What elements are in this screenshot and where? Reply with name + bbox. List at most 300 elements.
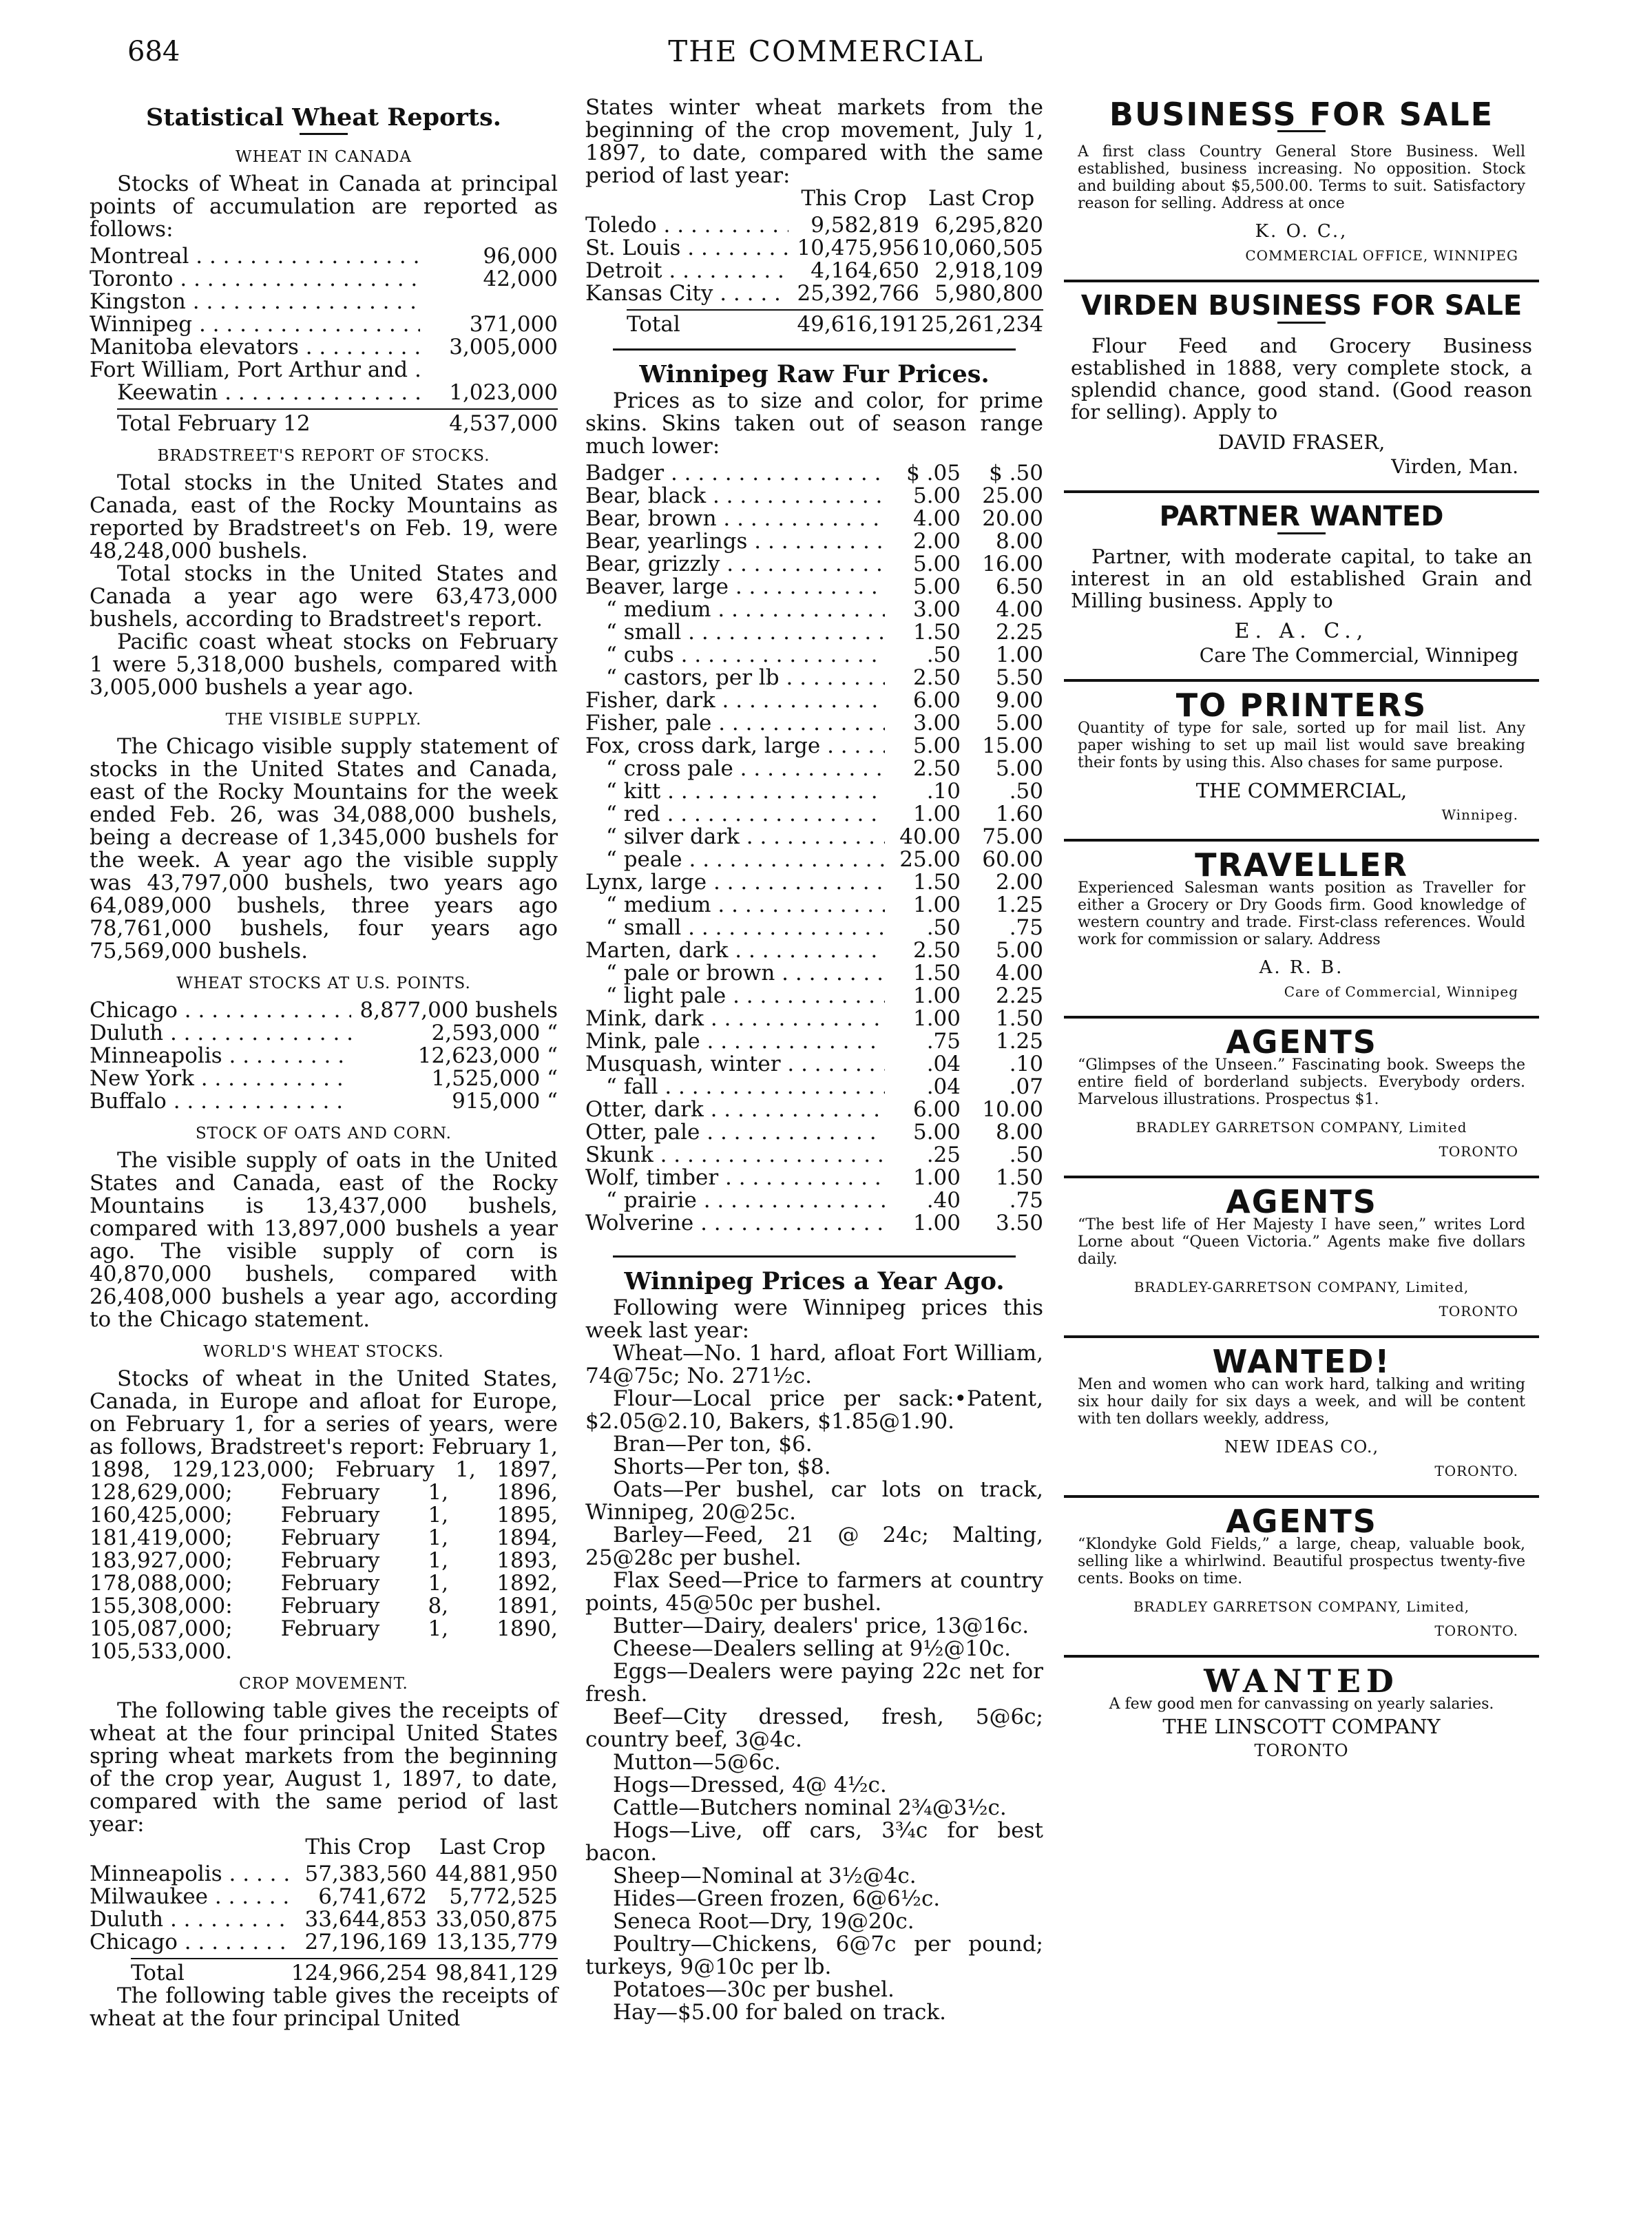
- canada-value: 371,000: [469, 312, 558, 337]
- fur-name: “ prairie . . .: [585, 1189, 885, 1212]
- canada-name: Fort William, Port Arthur and . . .: [90, 359, 420, 382]
- fur-name: Beaver, large . . .: [585, 576, 885, 598]
- fur-value-a: .75: [926, 1029, 961, 1054]
- fur-value-a: $ .05: [906, 461, 961, 486]
- fur-name: “ pale or brown . . .: [585, 962, 885, 985]
- fur-value-a: 1.50: [912, 961, 961, 985]
- winter-value-b: 5,980,800: [934, 281, 1043, 306]
- fur-value-a: 5.00: [912, 733, 961, 758]
- fur-value-a: .50: [926, 643, 961, 667]
- bradstreet-para-1: Total stocks in the United States and Canada, east of the Rocky Mountains as reported by Bradstreet's on Feb. 19, were 48,248,000 bushels.: [90, 470, 558, 563]
- fur-name: Bear, black . . .: [585, 485, 885, 508]
- winter-name: Toledo . . .: [585, 214, 788, 237]
- winter-row: [585, 260, 1043, 282]
- ad-agents-1: [1064, 1023, 1539, 1163]
- ad3-title: PARTNER WANTED: [1159, 501, 1444, 532]
- divider: [1064, 1016, 1539, 1019]
- fur-row: [585, 712, 1043, 735]
- fur-value-b: 1.00: [995, 643, 1043, 667]
- canada-row: [90, 336, 558, 359]
- fur-value-b: .75: [1009, 915, 1043, 940]
- ad2-title: VIRDEN BUSINESS FOR SALE: [1080, 290, 1523, 322]
- fur-row: [585, 1008, 1043, 1030]
- ad6-title: AGENTS: [1226, 1023, 1377, 1061]
- fur-value-a: 5.00: [912, 483, 961, 508]
- crop-value-b: 33,050,875: [435, 1907, 558, 1932]
- crop-value-b: 5,772,525: [449, 1884, 558, 1909]
- canada-name: Winnipeg . . .: [90, 313, 420, 336]
- winter-value-a: 25,392,766: [797, 281, 919, 306]
- winter-total-row: [627, 309, 1043, 336]
- visible-heading: THE VISIBLE SUPPLY.: [225, 711, 422, 729]
- fur-name: “ silver dark . . .: [585, 826, 885, 848]
- winter-name: Detroit . . .: [585, 260, 788, 282]
- column-2: [585, 96, 1043, 2024]
- fur-row: [585, 1167, 1043, 1189]
- ad4-body: Quantity of type for sale, sorted up for mail list. Any paper wishing to set up mail list would save breaking their fonts by using this. Also chases for same purpose.: [1078, 720, 1525, 771]
- us-points-row: [90, 1090, 558, 1113]
- divider: [1277, 532, 1326, 534]
- fur-name: “ peale . . .: [585, 848, 885, 871]
- ad5-body: Experienced Salesman wants position as Traveller for either a Grocery or Dry Goods firm. Good knowledge of western country and trade. First-class references. Would work for commission or salary. Address: [1078, 879, 1525, 948]
- fur-name: “ cubs . . .: [585, 644, 885, 667]
- fur-value-b: .50: [1009, 779, 1043, 804]
- us-points-row: [90, 999, 558, 1022]
- crop-name: Minneapolis . . .: [90, 1863, 289, 1886]
- ad4-title: TO PRINTERS: [1175, 687, 1428, 724]
- fur-value-b: 20.00: [982, 506, 1043, 531]
- prices-list: [585, 1342, 1043, 2024]
- canada-name: Keewatin . . .: [90, 382, 420, 404]
- price-item: Flour—Local price per sack:•Patent, $2.05@2.10, Bakers, $1.85@1.90.: [585, 1386, 1043, 1434]
- oats-para: The visible supply of oats in the United States and Canada, east of the Rocky Mountains is 13,437,000 bushels, compared with 13,897,000 bushels a year ago. The visible supply of corn is 40,870,000 bushels, compared with 26,408,000 bushels a year ago, according to the Chicago statement.: [90, 1148, 558, 1332]
- fur-value-b: .10: [1009, 1052, 1043, 1076]
- fur-value-a: .04: [926, 1074, 961, 1099]
- canada-name: Toronto . . .: [90, 268, 420, 291]
- fur-value-b: 5.00: [995, 756, 1043, 781]
- us-points-row: [90, 1045, 558, 1067]
- canada-name: Montreal . . .: [90, 245, 420, 268]
- fur-value-b: 8.00: [995, 529, 1043, 554]
- fur-value-b: 1.50: [995, 1006, 1043, 1031]
- price-item: Sheep—Nominal at 3½@4c.: [613, 1864, 917, 1888]
- winter-row: [585, 214, 1043, 237]
- crop-total-row: [131, 1958, 558, 1985]
- fur-name: Lynx, large . . .: [585, 871, 885, 894]
- divider: [1064, 1495, 1539, 1498]
- canada-row: [90, 245, 558, 268]
- price-item: Beef—City dressed, fresh, 5@6c; country beef, 3@4c.: [585, 1704, 1043, 1752]
- fur-value-a: 25.00: [899, 847, 961, 872]
- divider: [1064, 679, 1539, 682]
- statistical-wheat-title: Statistical Wheat Reports.: [146, 103, 501, 132]
- canada-table: [90, 245, 558, 404]
- fur-value-a: 6.00: [912, 1097, 961, 1122]
- price-item: Flax Seed—Price to farmers at country points, 45@50c per bushel.: [585, 1568, 1043, 1616]
- fur-row: [585, 462, 1043, 485]
- fur-row: [585, 689, 1043, 712]
- canada-value: 42,000: [483, 267, 558, 291]
- crop-heading: CROP MOVEMENT.: [239, 1675, 408, 1693]
- fur-name: Mink, pale . . .: [585, 1030, 885, 1053]
- price-item: Barley—Feed, 21 @ 24c; Malting, 25@28c per bushel.: [585, 1523, 1043, 1570]
- fur-name: Fisher, dark . . .: [585, 689, 885, 712]
- fur-name: Otter, pale . . .: [585, 1121, 885, 1144]
- us-points-value: 12,623,000 “: [417, 1043, 558, 1068]
- winter-name: St. Louis . . .: [585, 237, 788, 260]
- winter-value-b: 2,918,109: [934, 258, 1043, 283]
- ad4-addr: Winnipeg.: [1441, 806, 1518, 823]
- fur-name: Musquash, winter . . .: [585, 1053, 885, 1076]
- fur-row: [585, 485, 1043, 508]
- price-item: Wheat—No. 1 hard, afloat Fort William, 74@75c; No. 271½c.: [585, 1341, 1043, 1388]
- fur-row: [585, 848, 1043, 871]
- ad-wanted-1: [1064, 1343, 1539, 1483]
- fur-value-a: 2.50: [912, 756, 961, 781]
- winter-value-b: 6,295,820: [934, 213, 1043, 238]
- fur-name: Fox, cross dark, large . . .: [585, 735, 885, 758]
- ad5-addr: Care of Commercial, Winnipeg: [1284, 983, 1518, 1000]
- winter-value-a: 9,582,819: [811, 213, 919, 238]
- fur-value-b: 3.50: [995, 1211, 1043, 1235]
- winter-table: [585, 214, 1043, 305]
- price-item: Cattle—Butchers nominal 2¾@3½c.: [613, 1795, 1007, 1820]
- fur-name: Skunk . . .: [585, 1144, 885, 1167]
- canada-value: [420, 359, 558, 382]
- fur-value-b: .50: [1009, 1143, 1043, 1167]
- fur-row: [585, 1212, 1043, 1235]
- fur-value-a: 4.00: [912, 506, 961, 531]
- crop-name: Milwaukee . . .: [90, 1886, 289, 1908]
- fur-row: [585, 826, 1043, 848]
- divider: [613, 348, 1016, 351]
- us-points-value: 8,877,000 bushels: [359, 998, 558, 1023]
- ad-agents-2: [1064, 1183, 1539, 1323]
- fur-value-b: 4.00: [995, 961, 1043, 985]
- ad-business-for-sale: [1064, 96, 1539, 267]
- canada-intro: Stocks of Wheat in Canada at principal points of accumulation are reported as follows:: [90, 171, 558, 242]
- crop-row: [90, 1863, 558, 1886]
- prices-intro: Following were Winnipeg prices this week last year:: [585, 1295, 1043, 1343]
- fur-value-b: $ .50: [989, 461, 1043, 486]
- winter-value-a: 4,164,650: [811, 258, 919, 283]
- crop-value-a: 57,383,560: [304, 1861, 427, 1886]
- prices-title: Winnipeg Prices a Year Ago.: [624, 1267, 1005, 1295]
- fur-row: [585, 939, 1043, 962]
- ad9-addr: TORONTO.: [1434, 1623, 1518, 1639]
- ad7-body: “The best life of Her Majesty I have seen,” writes Lord Lorne about “Queen Victoria.” Agents make five dollars daily.: [1078, 1216, 1525, 1268]
- ad-agents-3: [1064, 1503, 1539, 1642]
- crop-name: Duluth . . .: [90, 1908, 289, 1931]
- ad10-title: WANTED: [1204, 1662, 1399, 1700]
- ad2-body: Flour Feed and Grocery Business established in 1888, very complete stock, a splendid chance, good stand. (Good reason for selling). Apply to: [1071, 334, 1532, 424]
- ad1-sig: K. O. C.,: [1255, 221, 1348, 242]
- crop-col-headers: [90, 1836, 558, 1859]
- winter-total-b: 25,261,234: [921, 312, 1043, 337]
- fur-value-a: 1.00: [912, 1006, 961, 1031]
- fur-value-b: 25.00: [982, 483, 1043, 508]
- divider: [1064, 1335, 1539, 1338]
- crop-value-b: 44,881,950: [435, 1861, 558, 1886]
- fur-value-a: 1.00: [912, 893, 961, 917]
- ad-partner: [1064, 501, 1539, 667]
- fur-value-b: 8.00: [995, 1120, 1043, 1145]
- bradstreet-para-2: Total stocks in the United States and Canada a year ago were 63,473,000 bushels, according to Bradstreet's report.: [90, 561, 558, 632]
- fur-row: [585, 1121, 1043, 1144]
- ad1-body: A first class Country General Store Business. Well established, business increasing. No opposition. Stock and building about $5,500.00. Terms to suit. Satisfactory reason for selling. Address at once: [1078, 143, 1525, 212]
- us-points-row: [90, 1067, 558, 1090]
- crop-table: [90, 1863, 558, 1954]
- fur-value-a: 2.50: [912, 938, 961, 963]
- fur-name: Bear, yearlings . . .: [585, 530, 885, 553]
- fur-value-b: 10.00: [982, 1097, 1043, 1122]
- fur-value-b: .75: [1009, 1188, 1043, 1213]
- ad9-title: AGENTS: [1226, 1503, 1377, 1540]
- fur-value-a: 1.00: [912, 1211, 961, 1235]
- ad6-body: “Glimpses of the Unseen.” Fascinating book. Sweeps the entire field of borderland subjects. Everybody orders. Marvelous illustrations. Prospectus $1.: [1078, 1056, 1525, 1108]
- crop-col-b: Last Crop: [439, 1835, 546, 1859]
- fur-row: [585, 735, 1043, 758]
- canada-total-label: Total February 12: [117, 413, 311, 435]
- fur-name: “ small . . .: [585, 621, 885, 644]
- crop-value-b: 13,135,779: [435, 1930, 558, 1954]
- us-points-table: [90, 999, 558, 1113]
- ad8-sig: NEW IDEAS CO.,: [1224, 1437, 1379, 1457]
- ad10-body: A few good men for canvassing on yearly salaries.: [1109, 1696, 1494, 1713]
- winter-value-a: 10,475,956: [797, 236, 919, 260]
- price-item: Potatoes—30c per bushel.: [613, 1977, 895, 2002]
- visible-para: The Chicago visible supply statement of stocks in the United States and Canada, east of the Rocky Mountains for the week ended Feb. 26, was 34,088,000 bushels, being a decrease of 1,345,000 bushels for the week. A year ago the visible supply was 43,797,000 bushels, two years ago 64,089,000 bushels, three years ago 78,761,000 bushels, four years ago 75,569,000 bushels.: [90, 734, 558, 963]
- canada-total-row: [117, 408, 558, 435]
- fur-row: [585, 598, 1043, 621]
- fur-name: “ small . . .: [585, 917, 885, 939]
- fur-row: [585, 621, 1043, 644]
- fur-row: [585, 553, 1043, 576]
- fur-value-b: 6.50: [995, 574, 1043, 599]
- us-points-name: Buffalo . . .: [90, 1090, 351, 1113]
- divider: [1064, 280, 1539, 282]
- crop-total-b: 98,841,129: [435, 1961, 558, 1985]
- canada-row: [90, 313, 558, 336]
- fur-value-b: 1.25: [995, 1029, 1043, 1054]
- fur-value-a: .50: [926, 915, 961, 940]
- fur-name: Wolf, timber . . .: [585, 1167, 885, 1189]
- world-para: Stocks of wheat in the United States, Canada, in Europe and afloat for Europe, on February 1, for a series of years, were as follows, Bradstreet's report: February 1, 1898, 129,123,000; February 1, 1897, 128,629,000; February 1, 1896, 160,425,000; February 1, 1895, 181,419,000; February 1, 1894, 183,927,000; February 1, 1893, 178,088,000; February 1, 1892, 155,308,000: February 8, 1891, 105,087,000; February 1, 1890, 105,533,000.: [90, 1366, 558, 1664]
- canada-name: Manitoba elevators . . .: [90, 336, 420, 359]
- fur-row: [585, 985, 1043, 1008]
- fur-name: Bear, grizzly . . .: [585, 553, 885, 576]
- fur-row: [585, 780, 1043, 803]
- ad5-title: TRAVELLER: [1195, 846, 1408, 884]
- fur-value-b: 2.00: [995, 870, 1043, 895]
- crop-total-a: 124,966,254: [291, 1961, 427, 1985]
- column-1: [90, 96, 558, 2030]
- fur-row: [585, 894, 1043, 917]
- divider: [300, 133, 348, 135]
- divider: [1277, 322, 1326, 324]
- fur-row: [585, 917, 1043, 939]
- fur-value-b: .07: [1009, 1074, 1043, 1099]
- ad3-addr: Care The Commercial, Winnipeg: [1199, 644, 1518, 667]
- fur-value-b: 60.00: [982, 847, 1043, 872]
- crop-row: [90, 1908, 558, 1931]
- canada-value: 96,000: [483, 244, 558, 269]
- winter-para: States winter wheat markets from the beginning of the crop movement, July 1, 1897, to date, compared with the same period of last year:: [585, 95, 1043, 188]
- ad-traveller: [1064, 846, 1539, 1003]
- fur-name: “ medium . . .: [585, 894, 885, 917]
- fur-name: “ medium . . .: [585, 598, 885, 621]
- fur-value-a: 6.00: [912, 688, 961, 713]
- fur-value-b: 2.25: [995, 983, 1043, 1008]
- fur-row: [585, 803, 1043, 826]
- oats-heading: STOCK OF OATS AND CORN.: [195, 1125, 452, 1143]
- ad9-sig: BRADLEY GARRETSON COMPANY, Limited,: [1133, 1598, 1470, 1615]
- ad10-addr: TORONTO: [1254, 1741, 1349, 1760]
- fur-row: [585, 758, 1043, 780]
- canada-name: Kingston . . .: [90, 291, 420, 313]
- fur-value-a: 1.00: [912, 1165, 961, 1190]
- canada-row: [90, 268, 558, 291]
- bradstreet-para-3: Pacific coast wheat stocks on February 1 were 5,318,000 bushels, compared with 3,005,000 bushels a year ago.: [90, 629, 558, 700]
- fur-name: Marten, dark . . .: [585, 939, 885, 962]
- fur-title: Winnipeg Raw Fur Prices.: [639, 360, 990, 388]
- winter-row: [585, 282, 1043, 305]
- ad1-title: BUSINESS FOR SALE: [1109, 96, 1494, 133]
- fur-name: Mink, dark . . .: [585, 1008, 885, 1030]
- fur-row: [585, 1076, 1043, 1098]
- fur-value-a: .10: [926, 779, 961, 804]
- canada-value: [420, 291, 558, 313]
- price-item: Mutton—5@6c.: [613, 1750, 781, 1775]
- crop-col-a: This Crop: [305, 1835, 411, 1859]
- fur-value-b: 5.00: [995, 938, 1043, 963]
- crop-value-a: 27,196,169: [304, 1930, 427, 1954]
- ad10-sig: THE LINSCOTT COMPANY: [1162, 1715, 1441, 1738]
- fur-table: [585, 462, 1043, 1235]
- fur-name: Bear, brown . . .: [585, 508, 885, 530]
- us-points-value: 2,593,000 “: [431, 1021, 558, 1045]
- price-item: Shorts—Per ton, $8.: [613, 1454, 831, 1479]
- fur-intro: Prices as to size and color, for prime skins. Skins taken out of season range much lower:: [585, 388, 1043, 459]
- page-number: 684: [127, 36, 180, 67]
- price-item: Oats—Per bushel, car lots on track, Winnipeg, 20@25c.: [585, 1477, 1043, 1525]
- winter-value-b: 10,060,505: [921, 236, 1043, 260]
- divider: [1064, 839, 1539, 842]
- us-points-name: Chicago . . .: [90, 999, 351, 1022]
- ad7-sig: BRADLEY-GARRETSON COMPANY, Limited,: [1133, 1279, 1470, 1295]
- fur-name: Badger . . .: [585, 462, 885, 485]
- fur-value-b: 1.25: [995, 893, 1043, 917]
- price-item: Eggs—Dealers were paying 22c net for fresh.: [585, 1659, 1043, 1707]
- canada-value: 3,005,000: [449, 335, 558, 359]
- fur-value-a: 1.50: [912, 620, 961, 645]
- crop-row: [90, 1886, 558, 1908]
- us-points-value: 1,525,000 “: [431, 1066, 558, 1091]
- fur-row: [585, 667, 1043, 689]
- fur-value-a: .40: [926, 1188, 961, 1213]
- fur-value-a: 40.00: [899, 824, 961, 849]
- fur-value-a: 1.00: [912, 983, 961, 1008]
- fur-value-a: 5.00: [912, 552, 961, 576]
- fur-value-a: 3.00: [912, 711, 961, 736]
- fur-value-a: 5.00: [912, 1120, 961, 1145]
- divider: [1064, 490, 1539, 493]
- winter-col-a: This Crop: [801, 186, 907, 211]
- ad6-sig: BRADLEY GARRETSON COMPANY, Limited: [1136, 1119, 1467, 1136]
- fur-name: “ light pale . . .: [585, 985, 885, 1008]
- us-points-value: 915,000 “: [452, 1089, 558, 1114]
- canada-heading: WHEAT IN CANADA: [235, 148, 412, 166]
- ad9-body: “Klondyke Gold Fields,” a large, cheap, valuable book, selling like a whirlwind. Beautiful prospectus twenty-five cents. Books on time.: [1078, 1536, 1525, 1587]
- ad-virden: [1064, 290, 1539, 478]
- ad4-sig: THE COMMERCIAL,: [1195, 779, 1408, 802]
- divider: [613, 1255, 1016, 1258]
- fur-row: [585, 1144, 1043, 1167]
- us-points-name: Duluth . . .: [90, 1022, 351, 1045]
- fur-value-b: 1.50: [995, 1165, 1043, 1190]
- fur-name: Fisher, pale . . .: [585, 712, 885, 735]
- column-3-ads: [1064, 96, 1539, 1764]
- fur-value-b: 5.50: [995, 665, 1043, 690]
- canada-row: [90, 382, 558, 404]
- price-item: Hogs—Dressed, 4@ 4½c.: [613, 1773, 887, 1797]
- fur-name: “ cross pale . . .: [585, 758, 885, 780]
- ad3-body: Partner, with moderate capital, to take an interest in an old established Grain and Milling business. Apply to: [1071, 545, 1532, 612]
- us-points-row: [90, 1022, 558, 1045]
- fur-name: Wolverine . . .: [585, 1212, 885, 1235]
- fur-value-a: 5.00: [912, 574, 961, 599]
- ad6-addr: TORONTO: [1439, 1143, 1518, 1160]
- crop-name: Chicago . . .: [90, 1931, 289, 1954]
- canada-row: [90, 359, 558, 382]
- fur-row: [585, 1189, 1043, 1212]
- fur-row: [585, 644, 1043, 667]
- price-item: Hides—Green frozen, 6@6½c.: [613, 1886, 941, 1911]
- us-points-heading: WHEAT STOCKS AT U.S. POINTS.: [176, 974, 471, 992]
- winter-col-b: Last Crop: [928, 186, 1035, 211]
- price-item: Butter—Dairy, dealers' price, 13@16c.: [613, 1614, 1029, 1638]
- price-item: Hay—$5.00 for baled on track.: [613, 2000, 946, 2025]
- winter-name: Kansas City . . .: [585, 282, 788, 305]
- fur-name: “ fall . . .: [585, 1076, 885, 1098]
- fur-row: [585, 1053, 1043, 1076]
- price-item: Seneca Root—Dry, 19@20c.: [613, 1909, 914, 1934]
- page-header: [0, 0, 1652, 76]
- price-item: Bran—Per ton, $6.: [613, 1432, 813, 1457]
- winter-total-label: Total: [627, 313, 680, 336]
- canada-row: [90, 291, 558, 313]
- winter-col-headers: [585, 187, 1043, 210]
- us-points-name: Minneapolis . . .: [90, 1045, 351, 1067]
- winter-row: [585, 237, 1043, 260]
- ad-wanted-2: [1064, 1662, 1539, 1762]
- fur-value-a: 1.00: [912, 802, 961, 826]
- fur-value-a: 2.50: [912, 665, 961, 690]
- fur-row: [585, 962, 1043, 985]
- ad2-addr: Virden, Man.: [1391, 455, 1518, 478]
- ad2-sig: DAVID FRASER,: [1217, 430, 1386, 454]
- ad8-body: Men and women who can work hard, talking and writing six hour daily for six days a week, and will be content with ten dollars weekly, address,: [1078, 1376, 1525, 1428]
- price-item: Hogs—Live, off cars, 3¾c for best bacon.: [585, 1818, 1043, 1866]
- crop-value-a: 33,644,853: [304, 1907, 427, 1932]
- fur-value-b: 1.60: [995, 802, 1043, 826]
- crop-para: The following table gives the receipts of wheat at the four principal United States spring wheat markets from the beginning of the crop year, August 1, 1897, to date, compared with the same period of last year:: [90, 1698, 558, 1837]
- fur-row: [585, 508, 1043, 530]
- fur-name: “ red . . .: [585, 803, 885, 826]
- divider: [1064, 1176, 1539, 1178]
- fur-value-b: 5.00: [995, 711, 1043, 736]
- ad8-title: WANTED!: [1212, 1343, 1391, 1380]
